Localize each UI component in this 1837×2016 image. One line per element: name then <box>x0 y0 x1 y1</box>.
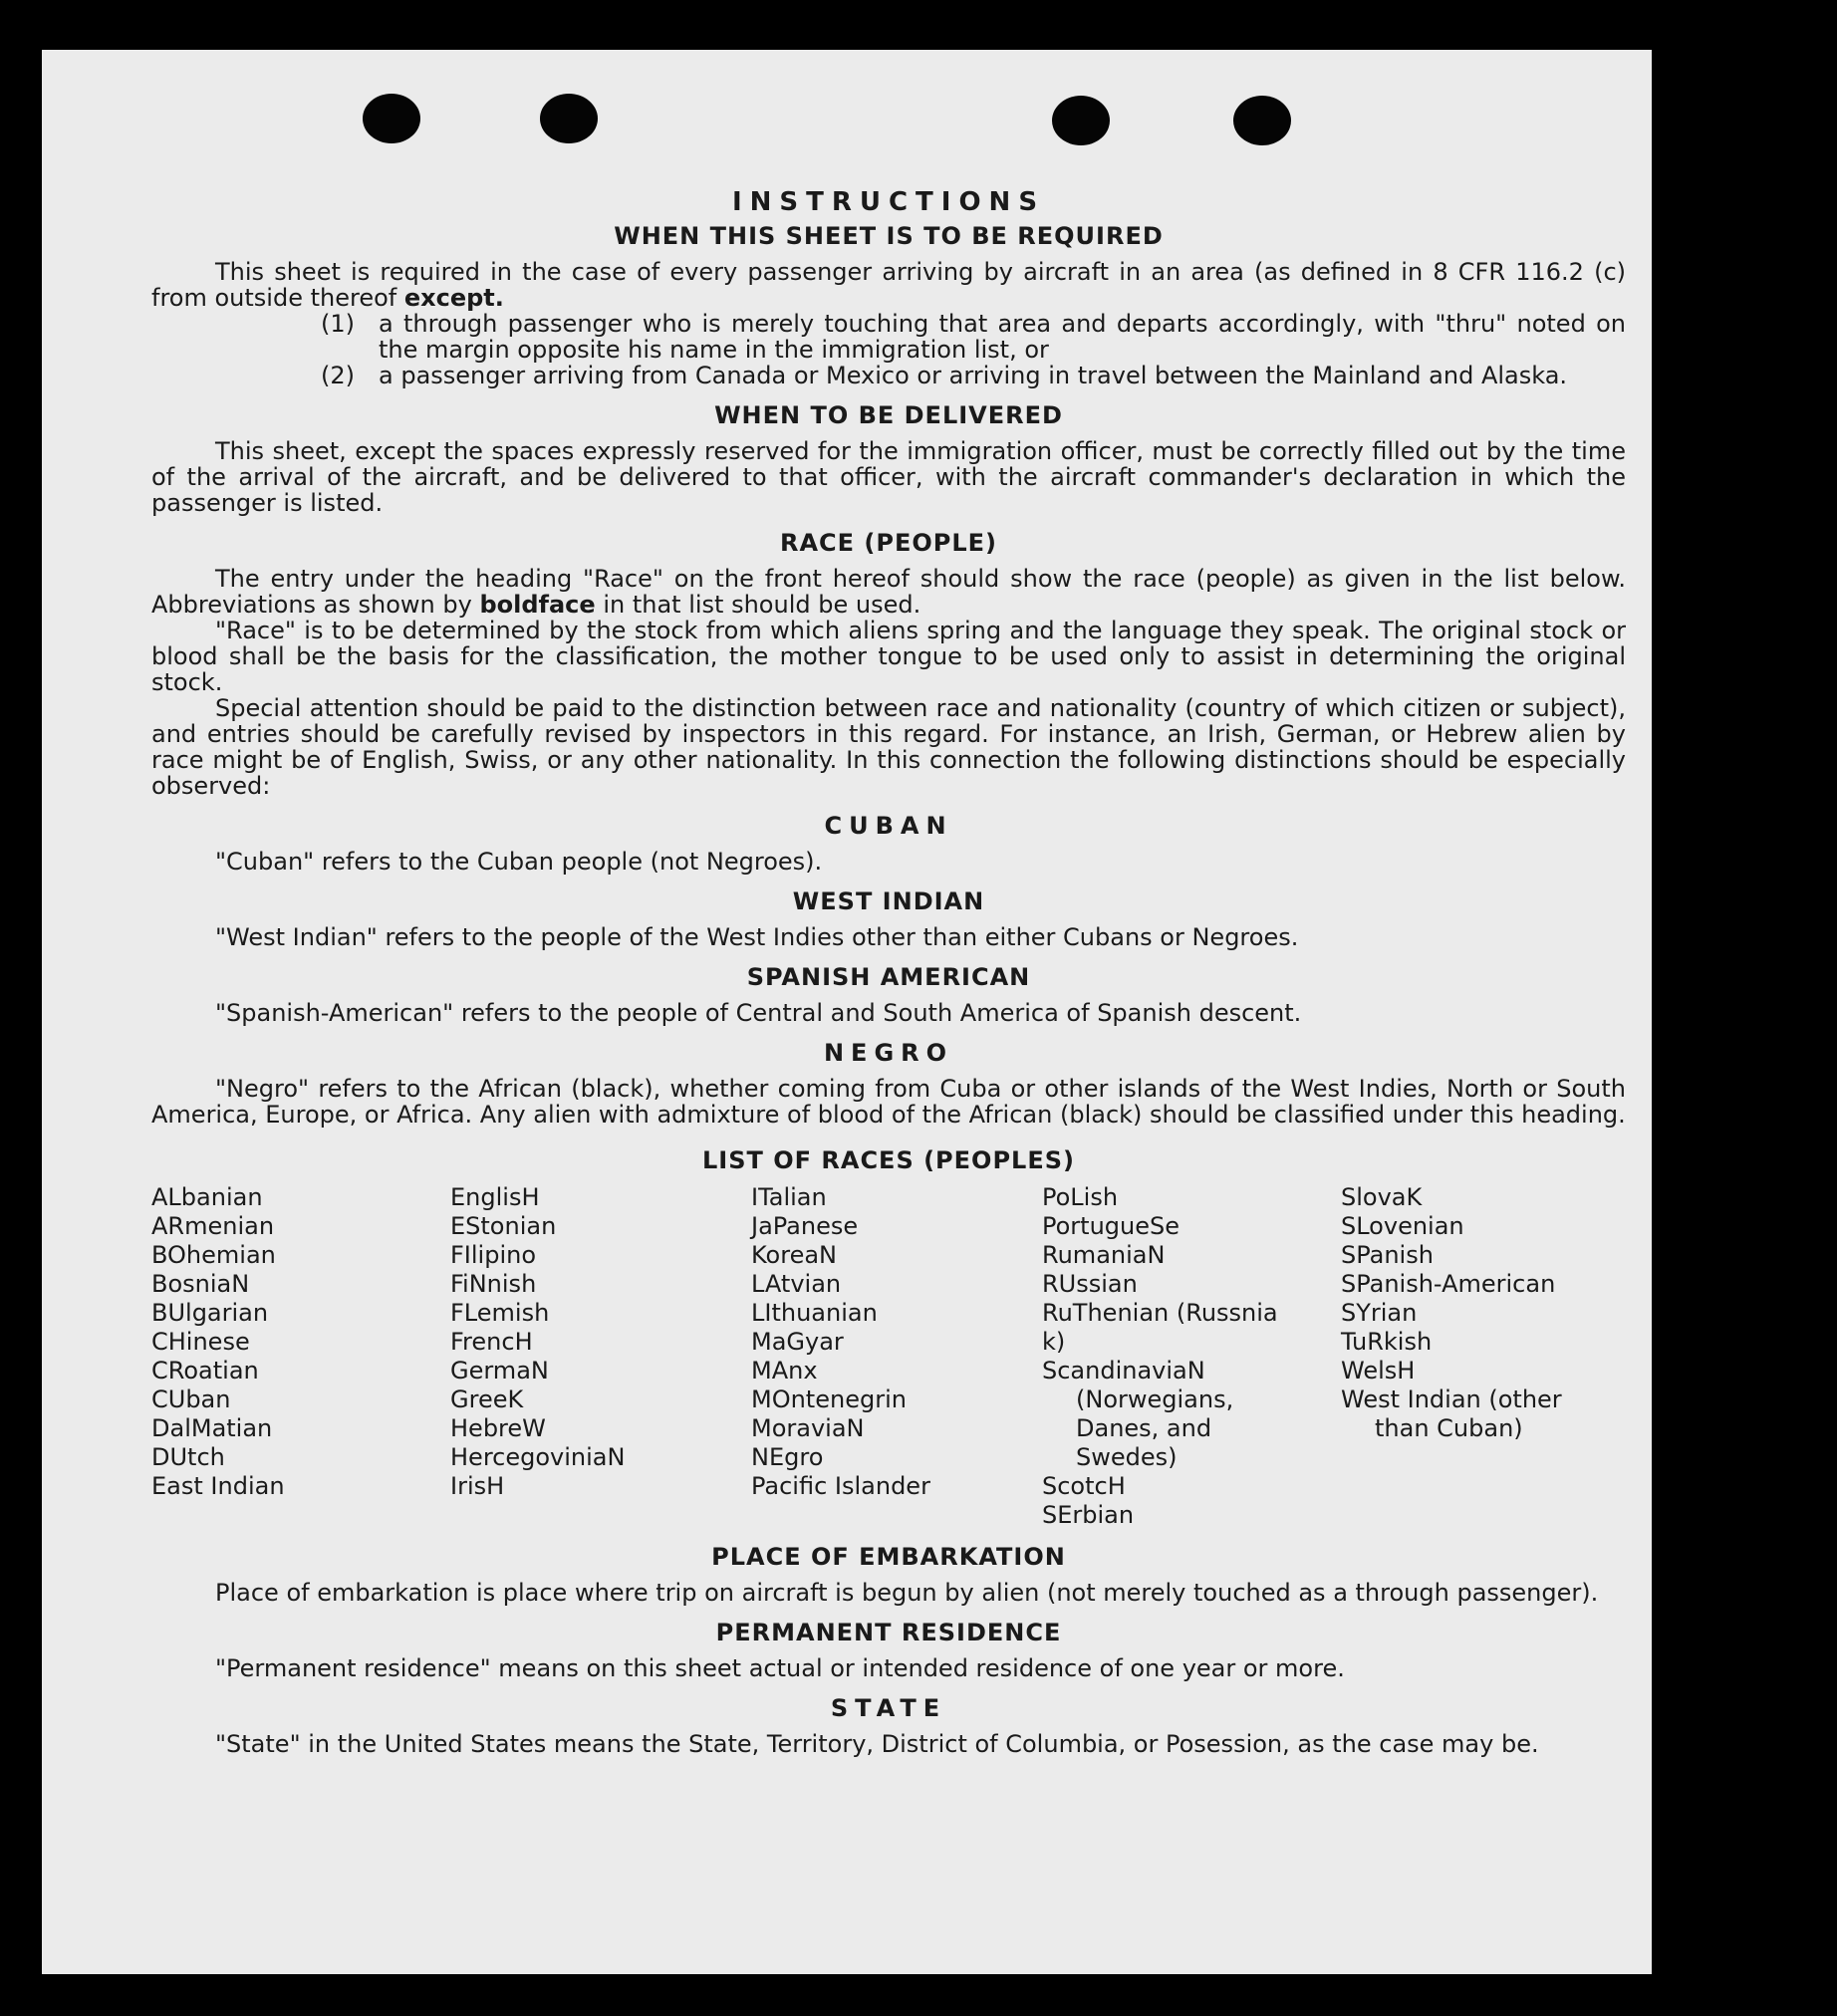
race-item: East Indian <box>151 1472 285 1500</box>
race-item: MoraviaN <box>751 1414 865 1442</box>
race-list <box>151 1183 1626 1530</box>
delivered-text: This sheet, except the spaces expressly reserved for the immigration officer, must be correctly filled out by the time of the arrival of the aircraft, and be delivered to that officer, with the aircraft commander's declaration in which the passenger is listed. <box>151 437 1626 517</box>
race-item: SPanish-American <box>1341 1270 1556 1298</box>
race-item: Swedes) <box>1076 1443 1178 1471</box>
race-column-1 <box>151 1183 450 1530</box>
race-item: SPanish <box>1341 1241 1434 1269</box>
race-item: CHinese <box>151 1328 250 1356</box>
race-item: FLemish <box>450 1299 550 1327</box>
race-item: FIlipino <box>450 1241 537 1269</box>
race-paragraph-3: Special attention should be paid to the distinction between race and nationality (country of which citizen or subject), and entries should be carefully revised by inspectors in this regard. For instance, an Irish, German, or Hebrew alien by race might be of English, Swiss, or any other nationality. In this connection the following distinctions should be especially observed: <box>151 694 1626 800</box>
race-item: EnglisH <box>450 1183 540 1211</box>
race-item: RuThenian (Russnia k) <box>1042 1299 1278 1356</box>
race-item: ARmenian <box>151 1212 275 1240</box>
heading-when-delivered: WHEN TO BE DELIVERED <box>714 401 1063 429</box>
race-item: Danes, and <box>1076 1414 1212 1442</box>
race-item: MOntenegrin <box>751 1386 907 1413</box>
race-item: DalMatian <box>151 1414 273 1442</box>
heading-place-of-embarkation: PLACE OF EMBARKATION <box>711 1543 1066 1571</box>
punch-hole <box>1052 96 1110 145</box>
race-item: (Norwegians, <box>1076 1386 1234 1413</box>
race-item: ScotcH <box>1042 1472 1126 1500</box>
race-item: WelsH <box>1341 1357 1416 1385</box>
required-exception-1: (1) a through passenger who is merely touching that area and departs accordingly, with "thru" noted on the margin opposite his name in the immigration list, or <box>321 310 1626 364</box>
negro-text: "Negro" refers to the African (black), whether coming from Cuba or other islands of the West Indies, North or South America, Europe, or Africa. Any alien with admixture of blood of the African (black) should be classified under this heading. <box>151 1075 1626 1129</box>
race-item: SLovenian <box>1341 1212 1464 1240</box>
race-item: CRoatian <box>151 1357 259 1385</box>
race-item: GermaN <box>450 1357 549 1385</box>
instruction-sheet <box>42 50 1652 1974</box>
race-paragraph-1: The entry under the heading "Race" on the front hereof should show the race (people) as given in the list below. Abbreviations as shown by boldface in that list should be used. <box>151 565 1626 619</box>
race-item: than Cuban) <box>1375 1414 1523 1442</box>
race-item: SlovaK <box>1341 1183 1423 1211</box>
required-intro: This sheet is required in the case of every passenger arriving by aircraft in an area (as defined in 8 CFR 116.2 (c) from outside thereof except. <box>151 258 1626 312</box>
document-body <box>151 185 1626 1757</box>
race-column-5 <box>1341 1183 1626 1530</box>
race-item: LIthuanian <box>751 1299 878 1327</box>
race-item: PortugueSe <box>1042 1212 1180 1240</box>
race-item: IrisH <box>450 1472 505 1500</box>
race-item: PoLish <box>1042 1183 1119 1211</box>
heading-cuban: CUBAN <box>824 812 953 840</box>
residence-text: "Permanent residence" means on this sheet actual or intended residence of one year or more. <box>215 1654 1345 1682</box>
race-item: MAnx <box>751 1357 818 1385</box>
race-item: West Indian (other <box>1341 1386 1562 1413</box>
race-item: BUlgarian <box>151 1299 269 1327</box>
race-item: BOhemian <box>151 1241 276 1269</box>
race-column-4 <box>1042 1183 1341 1530</box>
race-item: CUban <box>151 1386 231 1413</box>
race-item: KoreaN <box>751 1241 837 1269</box>
punch-hole <box>363 94 420 143</box>
race-item: SErbian <box>1042 1501 1135 1529</box>
race-item: NEgro <box>751 1443 824 1471</box>
west-indian-text: "West Indian" refers to the people of the West Indies other than either Cubans or Negroes. <box>215 923 1299 951</box>
race-item: GreeK <box>450 1386 524 1413</box>
heading-negro: NEGRO <box>823 1039 954 1067</box>
race-item: ScandinaviaN <box>1042 1357 1205 1385</box>
race-paragraph-2: "Race" is to be determined by the stock from which aliens spring and the language they speak. The original stock or blood shall be the basis for the classification, the mother tongue to be used only to assist in determining the original stock. <box>151 617 1626 696</box>
race-column-3 <box>751 1183 1042 1530</box>
race-item: RumaniaN <box>1042 1241 1166 1269</box>
required-exception-2: (2) a passenger arriving from Canada or Mexico or arriving in travel between the Mainland and Alaska. <box>321 362 1568 389</box>
cuban-text: "Cuban" refers to the Cuban people (not Negroes). <box>215 848 823 876</box>
race-item: LAtvian <box>751 1270 842 1298</box>
spanish-american-text: "Spanish-American" refers to the people of Central and South America of Spanish descent. <box>215 999 1302 1027</box>
race-item: FrencH <box>450 1328 533 1356</box>
race-item: BosniaN <box>151 1270 250 1298</box>
race-item: JaPanese <box>751 1212 859 1240</box>
heading-state: STATE <box>830 1694 947 1722</box>
race-item: FiNnish <box>450 1270 537 1298</box>
race-item: TuRkish <box>1341 1328 1433 1356</box>
race-item: ITalian <box>751 1183 827 1211</box>
race-item: SYrian <box>1341 1299 1418 1327</box>
embarkation-text: Place of embarkation is place where trip on aircraft is begun by alien (not merely touched as a through passenger). <box>215 1579 1599 1607</box>
punch-hole <box>1233 96 1291 145</box>
race-item: HercegoviniaN <box>450 1443 626 1471</box>
punch-hole <box>540 94 598 143</box>
race-item: ALbanian <box>151 1183 263 1211</box>
heading-permanent-residence: PERMANENT RESIDENCE <box>715 1619 1062 1646</box>
race-item: EStonian <box>450 1212 557 1240</box>
instructions-title: INSTRUCTIONS <box>731 187 1046 217</box>
race-column-2 <box>450 1183 751 1530</box>
race-item: RUssian <box>1042 1270 1138 1298</box>
state-text: "State" in the United States means the State, Territory, District of Columbia, or Posession, as the case may be. <box>215 1730 1539 1758</box>
race-item: Pacific Islander <box>751 1472 930 1500</box>
race-item: MaGyar <box>751 1328 844 1356</box>
heading-list-of-races: LIST OF RACES (PEOPLES) <box>702 1146 1075 1174</box>
heading-when-required: WHEN THIS SHEET IS TO BE REQUIRED <box>614 222 1164 250</box>
heading-spanish-american: SPANISH AMERICAN <box>746 963 1031 991</box>
heading-race: RACE (PEOPLE) <box>779 529 998 557</box>
race-item: HebreW <box>450 1414 546 1442</box>
race-item: DUtch <box>151 1443 225 1471</box>
heading-west-indian: WEST INDIAN <box>792 887 985 915</box>
